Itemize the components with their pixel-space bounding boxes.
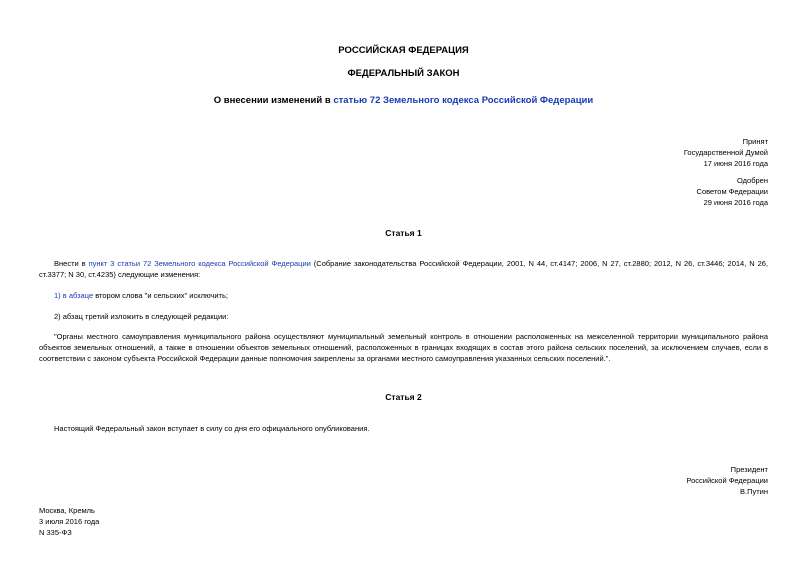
adopted-label: Принят	[742, 137, 768, 146]
article1-heading: Статья 1	[385, 228, 422, 238]
law-title-prefix: О внесении изменений в	[213, 95, 334, 106]
signature-country: Российской Федерации	[686, 476, 768, 485]
approved-label: Одобрен	[737, 176, 768, 185]
law-title-link[interactable]: статью 72 Земельного кодекса Российской Федерации	[333, 95, 594, 106]
footer-date: 3 июля 2016 года	[39, 517, 100, 526]
footer-place: Москва, Кремль	[39, 506, 95, 515]
footer-number: N 335-ФЗ	[39, 528, 72, 537]
adopted-body: Государственной Думой	[683, 148, 768, 157]
approved-body: Советом Федерации	[696, 187, 768, 196]
article1-intro-link[interactable]: пункт 3 статьи 72 Земельного кодекса Российской Федерации	[88, 259, 311, 268]
signature-name: В.Путин	[740, 487, 768, 496]
federation-heading: РОССИЙСКАЯ ФЕДЕРАЦИЯ	[338, 45, 469, 56]
article1-intro	[39, 258, 768, 280]
article1-quote: "Органы местного самоуправления муниципального района осуществляют муниципальный земельный контроль в отношении расположенных на межселенной территории муниципального района объектов земельных отношений, а также в отношении объектов земельных отношений, расположенных в границах входящих в состав этого района сельских поселений, за исключением случаев, если в соответствии с законом субъекта Российской Федерации данные полномочия закреплены за органами местного самоуправления указанных сельских поселений.".	[39, 332, 768, 363]
signature-block	[686, 464, 768, 497]
adopted-date: 17 июня 2016 года	[703, 159, 768, 168]
article1-item1-rest: втором слова "и сельских" исключить;	[93, 291, 228, 300]
article1-intro-prefix: Внести в	[54, 259, 89, 268]
signature-title: Президент	[730, 465, 768, 474]
article2-heading: Статья 2	[385, 392, 422, 402]
article1-item1-link[interactable]: 1) в абзаце	[54, 291, 94, 300]
approved-date: 29 июня 2016 года	[703, 198, 768, 207]
article1-intro-rest: (Собрание законодательства Российской Федерации, 2001, N 44, ст.4147; 2006, N 27, ст.2880; 2012, N 26, ст.3446; 2014, N 26, ст.3377; N 30, ст.4235) следующие изменения:	[39, 259, 769, 279]
approved-block	[697, 175, 768, 208]
article2-text: Настоящий Федеральный закон вступает в силу со дня его официального опубликования.	[54, 424, 370, 433]
law-type-heading: ФЕДЕРАЛЬНЫЙ ЗАКОН	[347, 68, 460, 79]
law-title	[0, 95, 807, 106]
adopted-block	[684, 136, 768, 169]
article1-item2: 2) абзац третий изложить в следующей редакции:	[54, 312, 229, 321]
article1-item1	[54, 290, 228, 301]
footer-block	[39, 505, 99, 538]
